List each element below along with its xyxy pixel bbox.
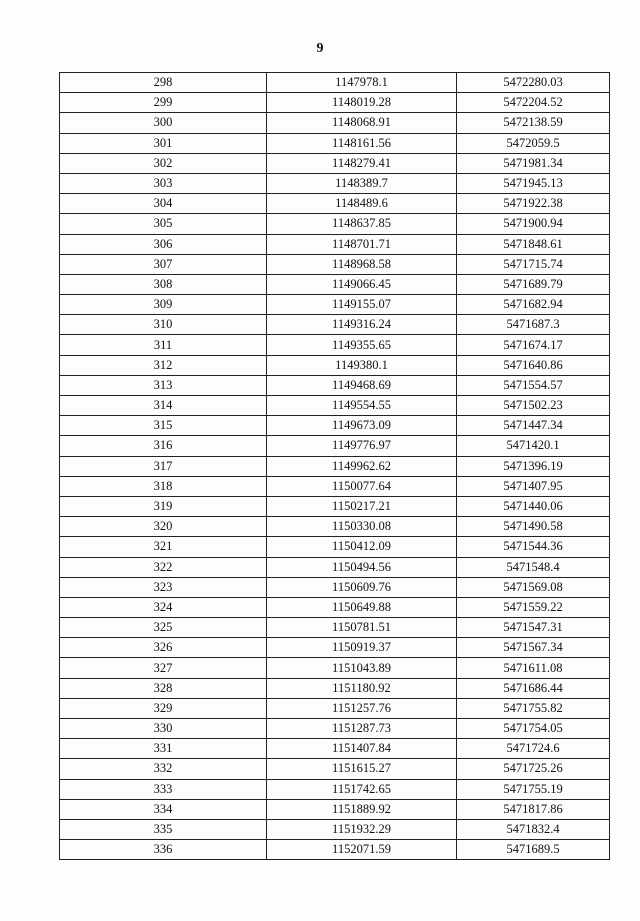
x-coordinate-cell: 1149066.45 xyxy=(267,274,457,294)
point-number-cell: 314 xyxy=(60,396,267,416)
table-row xyxy=(60,456,610,476)
point-number-cell: 305 xyxy=(60,214,267,234)
y-coordinate-cell: 5471447.34 xyxy=(457,416,610,436)
x-coordinate-cell: 1148161.56 xyxy=(267,133,457,153)
point-number-cell: 328 xyxy=(60,678,267,698)
y-coordinate-cell: 5472059.5 xyxy=(457,133,610,153)
x-coordinate-cell: 1148279.41 xyxy=(267,153,457,173)
y-coordinate-cell: 5471502.23 xyxy=(457,396,610,416)
point-number-cell: 319 xyxy=(60,496,267,516)
point-number-cell: 332 xyxy=(60,759,267,779)
table-row xyxy=(60,355,610,375)
y-coordinate-cell: 5471559.22 xyxy=(457,597,610,617)
table-row xyxy=(60,194,610,214)
point-number-cell: 327 xyxy=(60,658,267,678)
y-coordinate-cell: 5471611.08 xyxy=(457,658,610,678)
x-coordinate-cell: 1150494.56 xyxy=(267,557,457,577)
y-coordinate-cell: 5471981.34 xyxy=(457,153,610,173)
x-coordinate-cell: 1149776.97 xyxy=(267,436,457,456)
table-row xyxy=(60,759,610,779)
x-coordinate-cell: 1150412.09 xyxy=(267,537,457,557)
y-coordinate-cell: 5471682.94 xyxy=(457,295,610,315)
x-coordinate-cell: 1149468.69 xyxy=(267,375,457,395)
page-number: 9 xyxy=(316,41,324,56)
y-coordinate-cell: 5471490.58 xyxy=(457,517,610,537)
y-coordinate-cell: 5471686.44 xyxy=(457,678,610,698)
table-row xyxy=(60,234,610,254)
point-number-cell: 315 xyxy=(60,416,267,436)
x-coordinate-cell: 1148389.7 xyxy=(267,173,457,193)
point-number-cell: 323 xyxy=(60,577,267,597)
point-number-cell: 333 xyxy=(60,779,267,799)
x-coordinate-cell: 1150217.21 xyxy=(267,496,457,516)
table-row xyxy=(60,537,610,557)
x-coordinate-cell: 1150609.76 xyxy=(267,577,457,597)
point-number-cell: 336 xyxy=(60,840,267,860)
x-coordinate-cell: 1148968.58 xyxy=(267,254,457,274)
point-number-cell: 331 xyxy=(60,739,267,759)
y-coordinate-cell: 5471724.6 xyxy=(457,739,610,759)
x-coordinate-cell: 1151287.73 xyxy=(267,719,457,739)
point-number-cell: 321 xyxy=(60,537,267,557)
x-coordinate-cell: 1149355.65 xyxy=(267,335,457,355)
x-coordinate-cell: 1149316.24 xyxy=(267,315,457,335)
point-number-cell: 324 xyxy=(60,597,267,617)
table-row xyxy=(60,113,610,133)
table-row xyxy=(60,416,610,436)
point-number-cell: 334 xyxy=(60,799,267,819)
table-row xyxy=(60,819,610,839)
point-number-cell: 303 xyxy=(60,173,267,193)
table-row xyxy=(60,153,610,173)
table-row xyxy=(60,335,610,355)
y-coordinate-cell: 5471569.08 xyxy=(457,577,610,597)
table-row xyxy=(60,638,610,658)
table-row xyxy=(60,496,610,516)
table-row xyxy=(60,274,610,294)
point-number-cell: 322 xyxy=(60,557,267,577)
point-number-cell: 335 xyxy=(60,819,267,839)
x-coordinate-cell: 1151180.92 xyxy=(267,678,457,698)
point-number-cell: 326 xyxy=(60,638,267,658)
x-coordinate-cell: 1150649.88 xyxy=(267,597,457,617)
table-row xyxy=(60,73,610,93)
y-coordinate-cell: 5471687.3 xyxy=(457,315,610,335)
x-coordinate-cell: 1148637.85 xyxy=(267,214,457,234)
table-row xyxy=(60,799,610,819)
point-number-cell: 309 xyxy=(60,295,267,315)
y-coordinate-cell: 5471396.19 xyxy=(457,456,610,476)
point-number-cell: 302 xyxy=(60,153,267,173)
x-coordinate-cell: 1151407.84 xyxy=(267,739,457,759)
y-coordinate-cell: 5471755.19 xyxy=(457,779,610,799)
y-coordinate-cell: 5471755.82 xyxy=(457,698,610,718)
y-coordinate-cell: 5471715.74 xyxy=(457,254,610,274)
x-coordinate-cell: 1151043.89 xyxy=(267,658,457,678)
table-row xyxy=(60,315,610,335)
y-coordinate-cell: 5471689.79 xyxy=(457,274,610,294)
x-coordinate-cell: 1149673.09 xyxy=(267,416,457,436)
point-number-cell: 313 xyxy=(60,375,267,395)
x-coordinate-cell: 1150781.51 xyxy=(267,618,457,638)
y-coordinate-cell: 5471689.5 xyxy=(457,840,610,860)
table-row xyxy=(60,254,610,274)
point-number-cell: 307 xyxy=(60,254,267,274)
table-row xyxy=(60,719,610,739)
x-coordinate-cell: 1148489.6 xyxy=(267,194,457,214)
point-number-cell: 312 xyxy=(60,355,267,375)
point-number-cell: 306 xyxy=(60,234,267,254)
y-coordinate-cell: 5471407.95 xyxy=(457,476,610,496)
x-coordinate-cell: 1148019.28 xyxy=(267,93,457,113)
x-coordinate-cell: 1151932.29 xyxy=(267,819,457,839)
y-coordinate-cell: 5471674.17 xyxy=(457,335,610,355)
point-number-cell: 316 xyxy=(60,436,267,456)
table-row xyxy=(60,557,610,577)
x-coordinate-cell: 1150330.08 xyxy=(267,517,457,537)
y-coordinate-cell: 5471848.61 xyxy=(457,234,610,254)
x-coordinate-cell: 1151889.92 xyxy=(267,799,457,819)
y-coordinate-cell: 5471945.13 xyxy=(457,173,610,193)
table-row xyxy=(60,173,610,193)
point-number-cell: 320 xyxy=(60,517,267,537)
y-coordinate-cell: 5471640.86 xyxy=(457,355,610,375)
y-coordinate-cell: 5471817.86 xyxy=(457,799,610,819)
table-row xyxy=(60,214,610,234)
table-row xyxy=(60,375,610,395)
point-number-cell: 318 xyxy=(60,476,267,496)
y-coordinate-cell: 5471567.34 xyxy=(457,638,610,658)
y-coordinate-cell: 5472204.52 xyxy=(457,93,610,113)
y-coordinate-cell: 5471922.38 xyxy=(457,194,610,214)
table-row xyxy=(60,840,610,860)
point-number-cell: 311 xyxy=(60,335,267,355)
y-coordinate-cell: 5471832.4 xyxy=(457,819,610,839)
table-row xyxy=(60,597,610,617)
x-coordinate-cell: 1149962.62 xyxy=(267,456,457,476)
table-row xyxy=(60,396,610,416)
point-number-cell: 308 xyxy=(60,274,267,294)
x-coordinate-cell: 1148701.71 xyxy=(267,234,457,254)
y-coordinate-cell: 5471725.26 xyxy=(457,759,610,779)
table-row xyxy=(60,577,610,597)
y-coordinate-cell: 5471554.57 xyxy=(457,375,610,395)
y-coordinate-cell: 5471754.05 xyxy=(457,719,610,739)
point-number-cell: 325 xyxy=(60,618,267,638)
point-number-cell: 301 xyxy=(60,133,267,153)
y-coordinate-cell: 5471544.36 xyxy=(457,537,610,557)
x-coordinate-cell: 1149554.55 xyxy=(267,396,457,416)
x-coordinate-cell: 1151615.27 xyxy=(267,759,457,779)
x-coordinate-cell: 1151742.65 xyxy=(267,779,457,799)
table-row xyxy=(60,476,610,496)
x-coordinate-cell: 1147978.1 xyxy=(267,73,457,93)
point-number-cell: 304 xyxy=(60,194,267,214)
y-coordinate-cell: 5472280.03 xyxy=(457,73,610,93)
y-coordinate-cell: 5471420.1 xyxy=(457,436,610,456)
x-coordinate-cell: 1150919.37 xyxy=(267,638,457,658)
table-row xyxy=(60,93,610,113)
table-row xyxy=(60,618,610,638)
table-row xyxy=(60,678,610,698)
point-number-cell: 329 xyxy=(60,698,267,718)
table-row xyxy=(60,739,610,759)
coordinates-table xyxy=(59,72,610,860)
point-number-cell: 298 xyxy=(60,73,267,93)
table-row xyxy=(60,698,610,718)
point-number-cell: 299 xyxy=(60,93,267,113)
y-coordinate-cell: 5471440.06 xyxy=(457,496,610,516)
point-number-cell: 300 xyxy=(60,113,267,133)
y-coordinate-cell: 5471547.31 xyxy=(457,618,610,638)
table-row xyxy=(60,436,610,456)
x-coordinate-cell: 1150077.64 xyxy=(267,476,457,496)
x-coordinate-cell: 1148068.91 xyxy=(267,113,457,133)
x-coordinate-cell: 1149380.1 xyxy=(267,355,457,375)
table-row xyxy=(60,517,610,537)
x-coordinate-cell: 1152071.59 xyxy=(267,840,457,860)
point-number-cell: 330 xyxy=(60,719,267,739)
y-coordinate-cell: 5472138.59 xyxy=(457,113,610,133)
y-coordinate-cell: 5471900.94 xyxy=(457,214,610,234)
point-number-cell: 310 xyxy=(60,315,267,335)
table-row xyxy=(60,779,610,799)
table-row xyxy=(60,658,610,678)
point-number-cell: 317 xyxy=(60,456,267,476)
x-coordinate-cell: 1149155.07 xyxy=(267,295,457,315)
x-coordinate-cell: 1151257.76 xyxy=(267,698,457,718)
table-row xyxy=(60,295,610,315)
coordinates-table-body xyxy=(60,73,610,860)
table-row xyxy=(60,133,610,153)
y-coordinate-cell: 5471548.4 xyxy=(457,557,610,577)
